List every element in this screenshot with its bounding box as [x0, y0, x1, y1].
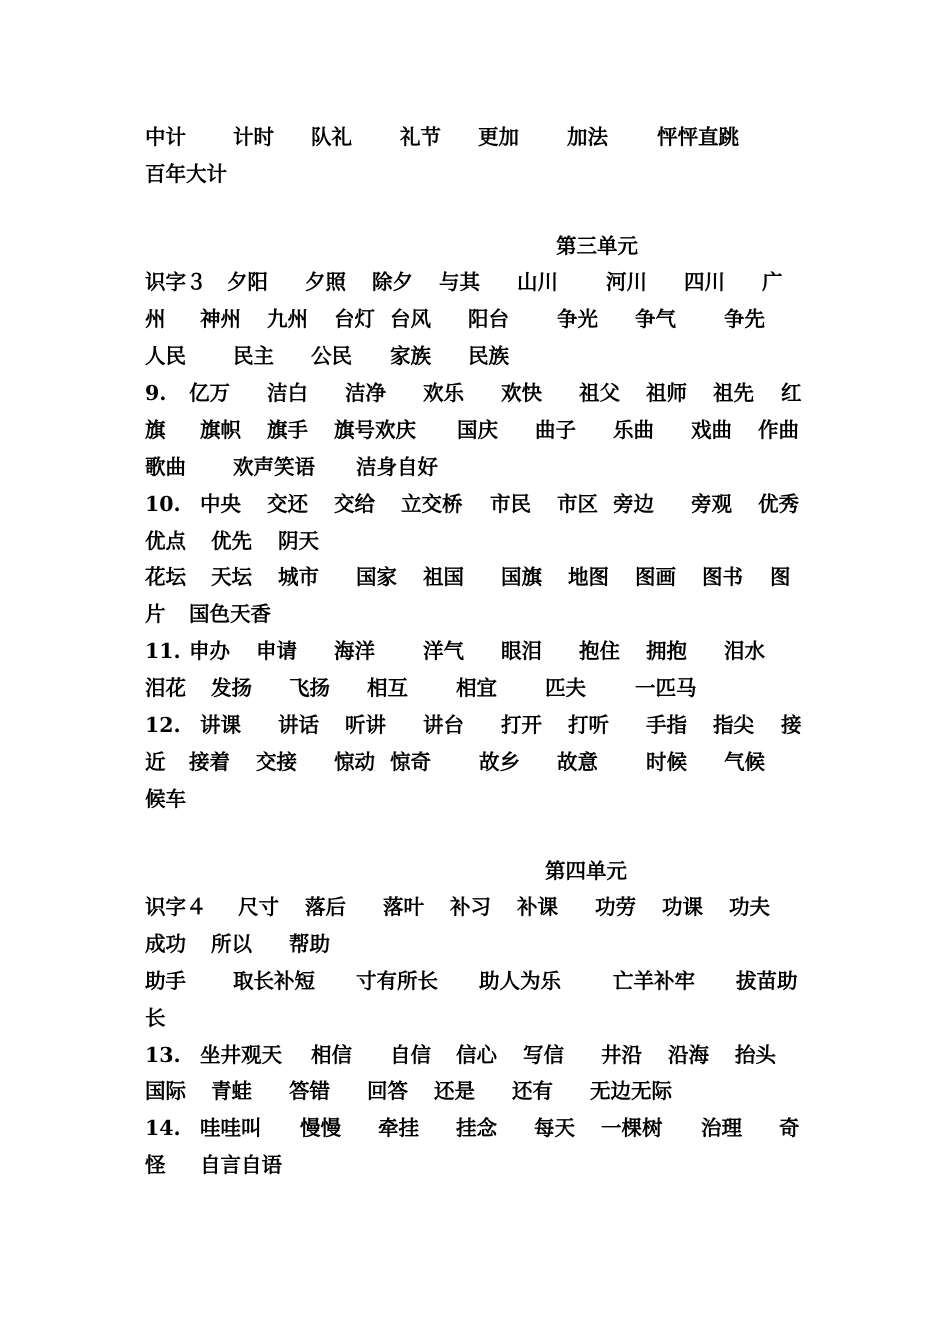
word: 市区: [557, 492, 598, 516]
word: 争光: [557, 307, 598, 331]
word: 奇: [779, 1116, 800, 1140]
word: 红: [781, 381, 802, 405]
word: 手指: [646, 713, 687, 737]
word: 人民: [145, 344, 186, 368]
word: 立交桥: [401, 492, 463, 516]
word: 讲台: [423, 713, 464, 737]
word: 回答: [367, 1079, 408, 1103]
word: 泪水: [724, 639, 765, 663]
word: 广: [762, 270, 783, 294]
word: 沿海: [668, 1043, 709, 1067]
word: 争先: [724, 307, 765, 331]
word: 助人为乐: [479, 969, 561, 993]
word: 片: [145, 602, 166, 626]
word: 怦怦直跳: [657, 125, 739, 149]
word: 寸有所长: [356, 969, 438, 993]
word: 写信: [523, 1043, 564, 1067]
word: 尺寸: [238, 895, 279, 919]
word: 歌曲: [145, 455, 186, 479]
word: 故意: [557, 750, 598, 774]
word: 相宜: [456, 676, 497, 700]
word: 更加: [478, 125, 519, 149]
word: 治理: [701, 1116, 742, 1140]
word: 图画: [635, 565, 676, 589]
word: 时候: [646, 750, 687, 774]
word: 匹夫: [545, 676, 586, 700]
word: 自言自语: [200, 1153, 282, 1177]
word: 神州: [200, 307, 241, 331]
word: 讲话: [278, 713, 319, 737]
word: 无边无际: [590, 1079, 672, 1103]
word: 计时: [233, 125, 274, 149]
word: 公民: [311, 344, 352, 368]
word: 中央: [200, 492, 241, 516]
word: 争气: [635, 307, 676, 331]
word: 作曲: [758, 418, 799, 442]
word: 申请: [256, 639, 297, 663]
word: 城市: [278, 565, 319, 589]
word: 乐曲: [613, 418, 654, 442]
word: 还有: [512, 1079, 553, 1103]
word: 洋气: [423, 639, 464, 663]
word: 国色天香: [189, 602, 271, 626]
word: 欢快: [501, 381, 542, 405]
word: 旁观: [691, 492, 732, 516]
word: 四川: [684, 270, 725, 294]
word: 旗号欢庆: [334, 418, 416, 442]
word: 夕阳: [227, 270, 268, 294]
word: 气候: [724, 750, 765, 774]
word: 台风: [390, 307, 431, 331]
word: 取长补短: [233, 969, 315, 993]
word: 打开: [501, 713, 542, 737]
word: 国庆: [457, 418, 498, 442]
word: 一匹马: [635, 676, 697, 700]
word: 国家: [356, 565, 397, 589]
word: 优秀: [758, 492, 799, 516]
word: 礼节: [400, 125, 441, 149]
word: 夕照: [305, 270, 346, 294]
word: 洁净: [345, 381, 386, 405]
word: 拥抱: [646, 639, 687, 663]
word: 欢声笑语: [233, 455, 315, 479]
word: 补习: [450, 895, 491, 919]
word: 阳台: [468, 307, 509, 331]
word: 抬头: [735, 1043, 776, 1067]
word: 优先: [211, 529, 252, 553]
word: 民主: [233, 344, 274, 368]
word: 交给: [334, 492, 375, 516]
word: 信心: [456, 1043, 497, 1067]
word: 近: [145, 750, 166, 774]
word: 相信: [311, 1043, 352, 1067]
word: 听讲: [345, 713, 386, 737]
word: 旗手: [267, 418, 308, 442]
word: 功夫: [729, 895, 770, 919]
word: 讲课: [200, 713, 241, 737]
word: 眼泪: [501, 639, 542, 663]
word: 戏曲: [691, 418, 732, 442]
word: 指尖: [713, 713, 754, 737]
word: 每天: [534, 1116, 575, 1140]
word: 台灯: [334, 307, 375, 331]
lesson-number: 11.: [145, 639, 181, 663]
word: 井沿: [601, 1043, 642, 1067]
word: 候车: [145, 787, 186, 811]
word: 优点: [145, 529, 186, 553]
section-heading-unit-3: 第三单元: [556, 234, 638, 258]
section-heading-unit-4: 第四单元: [545, 859, 627, 883]
word: 帮助: [289, 932, 330, 956]
word: 泪花: [145, 676, 186, 700]
lesson-number: 9.: [145, 381, 167, 405]
word: 祖师: [646, 381, 687, 405]
word: 祖先: [713, 381, 754, 405]
word: 图书: [702, 565, 743, 589]
word: 交还: [267, 492, 308, 516]
word: 挂念: [456, 1116, 497, 1140]
word: 曲子: [535, 418, 576, 442]
word: 惊动: [334, 750, 375, 774]
word: 惊奇: [390, 750, 431, 774]
lesson-number: 12.: [145, 713, 181, 737]
word: 山川: [517, 270, 558, 294]
word: 补课: [517, 895, 558, 919]
word: 一棵树: [601, 1116, 663, 1140]
word: 抱住: [579, 639, 620, 663]
word: 识字３: [145, 270, 207, 294]
word: 百年大计: [145, 162, 227, 186]
word: 还是: [434, 1079, 475, 1103]
word: 亿万: [189, 381, 230, 405]
word: 哇哇叫: [200, 1116, 262, 1140]
word: 加法: [567, 125, 608, 149]
word: 亡羊补牢: [613, 969, 695, 993]
word: 海洋: [334, 639, 375, 663]
word: 祖父: [579, 381, 620, 405]
word: 队礼: [311, 125, 352, 149]
word: 所以: [211, 932, 252, 956]
lesson-number: 10.: [145, 492, 181, 516]
word: 成功: [145, 932, 186, 956]
lesson-number: 13.: [145, 1043, 181, 1067]
word: 接着: [189, 750, 230, 774]
word: 功劳: [595, 895, 636, 919]
word: 祖国: [423, 565, 464, 589]
word: 申办: [189, 639, 230, 663]
word: 地图: [568, 565, 609, 589]
word: 家族: [390, 344, 431, 368]
word: 打听: [568, 713, 609, 737]
word: 慢慢: [300, 1116, 341, 1140]
word: 与其: [439, 270, 480, 294]
word: 答错: [289, 1079, 330, 1103]
word: 市民: [490, 492, 531, 516]
word: 天坛: [211, 565, 252, 589]
word: 洁白: [267, 381, 308, 405]
word: 长: [145, 1006, 166, 1030]
word: 飞扬: [289, 676, 330, 700]
word: 花坛: [145, 565, 186, 589]
word: 怪: [145, 1153, 166, 1177]
word: 功课: [662, 895, 703, 919]
word: 拔苗助: [736, 969, 798, 993]
word: 洁身自好: [356, 455, 438, 479]
word: 图: [770, 565, 791, 589]
word: 牵挂: [378, 1116, 419, 1140]
word: 九州: [267, 307, 308, 331]
word: 旗: [145, 418, 166, 442]
word: 阴天: [278, 529, 319, 553]
word: 民族: [468, 344, 509, 368]
word: 落后: [305, 895, 346, 919]
word: 国旗: [501, 565, 542, 589]
word: 助手: [145, 969, 186, 993]
word: 坐井观天: [200, 1043, 282, 1067]
word: 欢乐: [423, 381, 464, 405]
word: 除夕: [372, 270, 413, 294]
word: 相互: [367, 676, 408, 700]
word: 旁边: [613, 492, 654, 516]
word: 国际: [145, 1079, 186, 1103]
word: 识字４: [145, 895, 207, 919]
word: 自信: [390, 1043, 431, 1067]
word: 故乡: [479, 750, 520, 774]
word: 旗帜: [200, 418, 241, 442]
lesson-number: 14.: [145, 1116, 181, 1140]
word: 青蛙: [211, 1079, 252, 1103]
word: 河川: [606, 270, 647, 294]
word: 落叶: [383, 895, 424, 919]
word: 中计: [145, 125, 186, 149]
word: 发扬: [211, 676, 252, 700]
word: 州: [145, 307, 166, 331]
word: 交接: [256, 750, 297, 774]
word: 接: [781, 713, 802, 737]
